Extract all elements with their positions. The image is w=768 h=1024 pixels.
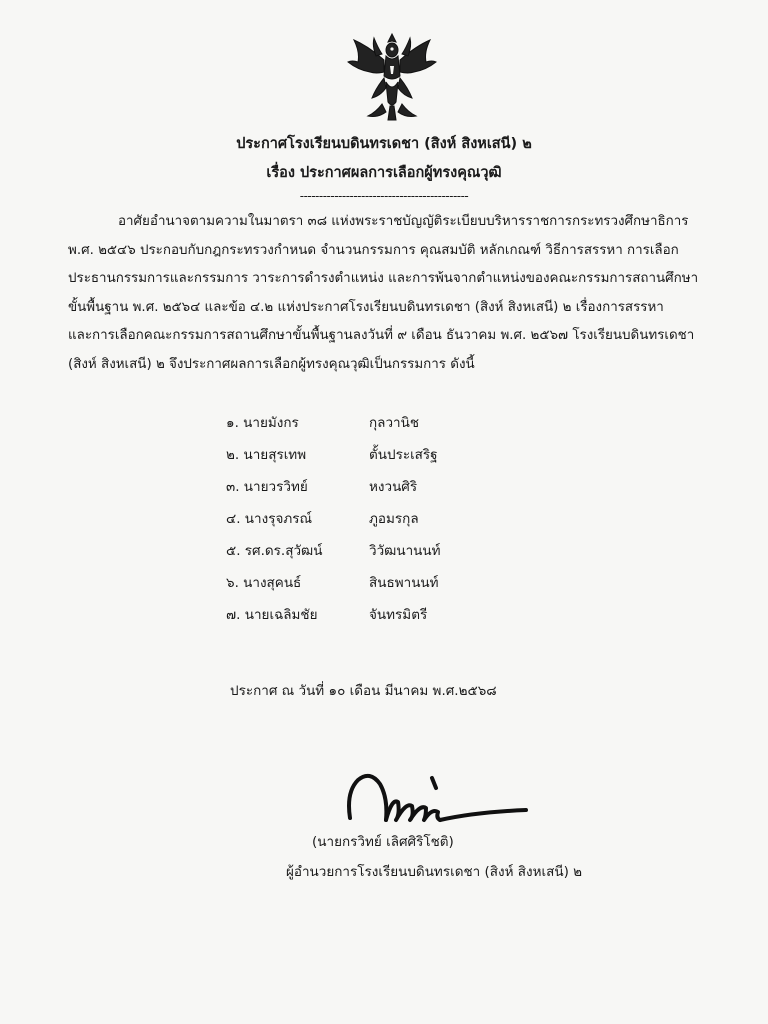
member-surname: สินธพานนท์ — [369, 575, 439, 591]
separator-line: -------------------------------------------- — [299, 189, 469, 203]
member-surname: จันทรมิตรี — [369, 607, 428, 623]
member-surname: กุลวานิช — [369, 415, 419, 431]
announcement-date: ประกาศ ณ วันที่ ๑๐ เดือน มีนาคม พ.ศ.๒๕๖๘ — [230, 683, 497, 699]
member-row — [226, 503, 546, 535]
member-row — [226, 535, 546, 567]
body-paragraph — [68, 208, 706, 380]
member-row — [226, 599, 546, 631]
garuda-emblem-icon — [346, 32, 438, 122]
member-surname: วิวัฒนานนท์ — [369, 543, 441, 559]
body-line: พ.ศ. ๒๕๔๖ ประกอบกับกฎกระทรวงกำหนด จำนวนกรรมการ คุณสมบัติ หลักเกณฑ์ วิธีการสรรหา การเลือก — [68, 242, 679, 258]
body-line: ขั้นพื้นฐาน พ.ศ. ๒๕๖๔ และข้อ ๔.๒ แห่งประกาศโรงเรียนบดินทรเดชา (สิงห์ สิงหเสนี) ๒ เรื่องการสรรหา — [68, 299, 664, 315]
document-title: ประกาศโรงเรียนบดินทรเดชา (สิงห์ สิงหเสนี) ๒ — [236, 136, 532, 152]
member-name: ๑. นายมังกร — [226, 415, 299, 431]
member-name: ๕. รศ.ดร.สุวัฒน์ — [226, 543, 323, 559]
signer-name: (นายกรวิทย์ เลิศศิริโชติ) — [312, 834, 454, 850]
member-surname: ภูอมรกุล — [369, 511, 419, 527]
member-surname: ตั้นประเสริฐ — [369, 447, 438, 463]
document-subject: เรื่อง ประกาศผลการเลือกผู้ทรงคุณวุฒิ — [266, 165, 502, 181]
member-row — [226, 567, 546, 599]
body-line: และการเลือกคณะกรรมการสถานศึกษาขั้นพื้นฐานลงวันที่ ๙ เดือน ธันวาคม พ.ศ. ๒๕๖๗ โรงเรียนบดินทรเดชา — [68, 328, 695, 344]
signer-position: ผู้อำนวยการโรงเรียนบดินทรเดชา (สิงห์ สิงหเสนี) ๒ — [285, 864, 583, 880]
handwritten-signature — [336, 758, 532, 830]
member-list — [226, 407, 546, 631]
body-line: อาศัยอำนาจตามความในมาตรา ๓๘ แห่งพระราชบัญญัติระเบียบบริหารราชการกระทรวงศึกษาธิการ — [118, 214, 689, 229]
member-name: ๔. นางรุจภรณ์ — [226, 511, 313, 527]
member-name: ๖. นางสุคนธ์ — [226, 575, 302, 591]
member-row — [226, 439, 546, 471]
member-name: ๗. นายเฉลิมชัย — [226, 607, 318, 623]
member-surname: หงวนศิริ — [369, 479, 418, 495]
body-line: ประธานกรรมการและกรรมการ วาระการดำรงตำแหน่ง และการพ้นจากตำแหน่งของคณะกรรมการสถานศึกษา — [68, 271, 699, 287]
body-line: (สิงห์ สิงหเสนี) ๒ จึงประกาศผลการเลือกผู้ทรงคุณวุฒิเป็นกรรมการ ดังนี้ — [68, 356, 475, 372]
member-name: ๒. นายสุรเทพ — [226, 447, 307, 463]
member-row — [226, 471, 546, 503]
member-name: ๓. นายวรวิทย์ — [226, 479, 308, 495]
member-row — [226, 407, 546, 439]
